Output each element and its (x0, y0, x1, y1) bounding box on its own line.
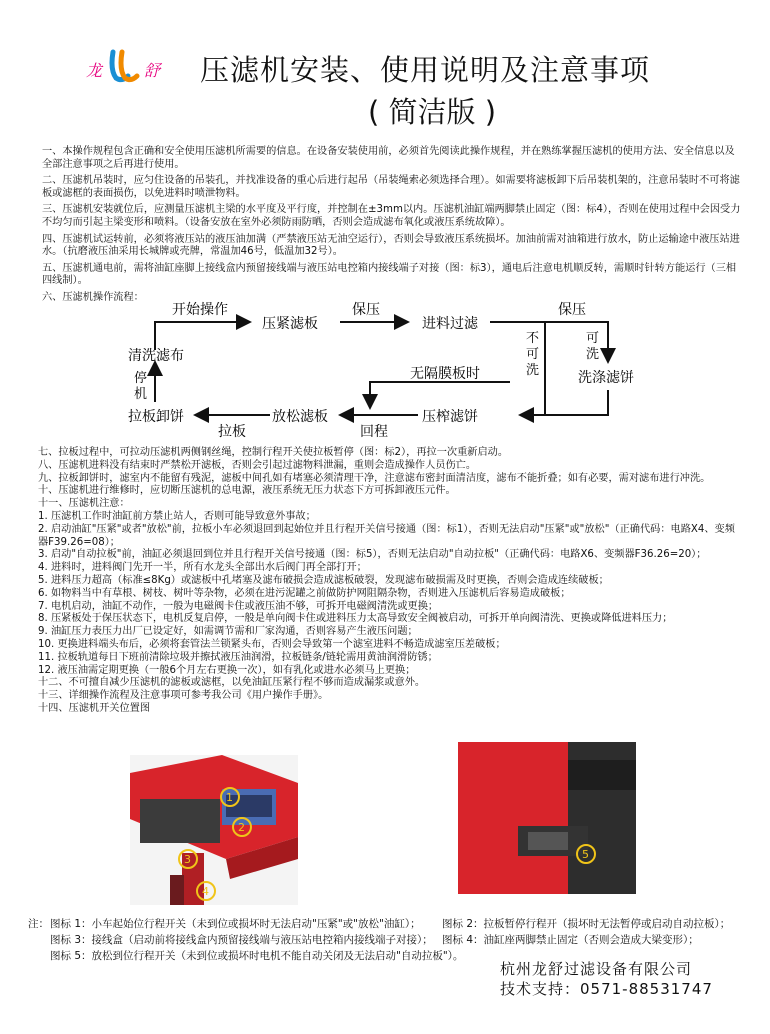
list-item: 9. 油缸压力表压力出厂已设定好，如需调节需和厂家沟通，否则容易产生液压问题； (38, 626, 418, 638)
flow-feed-filter: 进料过滤 (422, 316, 478, 332)
instructions-list (38, 447, 738, 716)
flow-washable-char: 可 (586, 331, 600, 346)
list-item: 1. 压滤机工作时油缸前方禁止站人，否则可能导致意外事故； (38, 510, 316, 522)
flow-washable (586, 331, 603, 362)
flow-loosen-plate: 放松滤板 (272, 409, 328, 425)
page-title: 压滤机安装、使用说明及注意事项 (200, 53, 651, 87)
flow-hold-pressure-2: 保压 (558, 302, 586, 318)
machine-photo-right (458, 742, 636, 894)
list-item: 十三、详细操作流程及注意事项可参考我公司《用户操作手册》。 (38, 690, 329, 702)
notes-prefix: 注： (28, 918, 49, 930)
list-item: 十一、压滤机注意： (38, 498, 130, 510)
flow-no-diaphragm: 无隔膜板时 (410, 366, 480, 382)
list-item: 11. 拉板轨道每日下班前清除垃圾并擦拭液压油润滑，拉板链条/链轮需用黄油润滑防锈； (38, 651, 438, 663)
flow-arrow (370, 382, 510, 408)
flow-washable-char: 洗 (586, 347, 600, 362)
list-item: 5. 进料压力超高（标准≤8Kg）或滤板中孔堵塞及滤布破损会造成滤板破裂，发现滤布破损需及时更换，否则会造成连续破板； (38, 574, 609, 586)
list-item: 8. 压紧板处于保压状态下，电机反复启停，一般是单向阀卡住或进料压力太高导致安全阀被启动，可拆开单向阀清洗、更换或降低进料压力； (38, 613, 673, 625)
list-item: 八、压滤机进料没有结束时严禁松开滤板，否则会引起过滤物料泄漏，重则会造成操作人员伤亡。 (38, 459, 477, 471)
intro-item: 三、压滤机安装就位后，应测量压滤机主梁的水平度及平行度，并控制在±3mm以内。压滤机油缸端两脚禁止固定（图：标4），否则在使用过程中会因受力不均匀而引起主梁变形和喷料。（设备安放在室外必须防雨防晒，否则会造成滤布氧化或液压系统故障）。 (42, 204, 741, 228)
list-item: 十四、压滤机开关位置图 (38, 702, 151, 714)
flow-start-operation: 开始操作 (172, 302, 228, 318)
intro-item: 六、压滤机操作流程： (42, 291, 144, 303)
note-1: 图标 1：小车起始位行程开关（未到位或损坏时无法启动"压紧"或"放松"油缸）； (50, 918, 421, 930)
intro-item: 二、压滤机吊装时，应匀住设备的吊装孔，并找准设备的重心后进行起吊（吊装绳索必须选择合理）。如需要将滤板卸下后吊装机架的，注意吊装时不可将滤板或滤框的表面损伤，以免进料时喷泄物料。 (42, 175, 740, 199)
company-logo (86, 46, 186, 86)
flow-squeeze-cake: 压榨滤饼 (422, 409, 478, 425)
list-item: 七、拉板过程中，可拉动压滤机两侧钢丝绳，控制行程开关使拉板暂停（图：标2），再拉一次重新启动。 (38, 447, 509, 458)
list-item: 十二、不可擅自减少压滤机的滤板或滤框，以免油缸压紧行程不够而造成漏浆或意外。 (38, 677, 426, 689)
flow-wash-cake: 洗涤滤饼 (578, 370, 634, 386)
flow-pull-plate: 拉板 (218, 424, 246, 440)
list-item: 九、拉板卸饼时，滤室内不能留有残泥，滤板中间孔如有堵塞必须清理干净，注意滤布密封面清洁度，滤布不能折叠；如有必要，需对滤布进行冲洗。 (38, 472, 711, 484)
note-3: 图标 3：接线盒（启动前将接线盒内预留接线端与液压站电控箱内接线端子对接）； (50, 934, 433, 946)
flow-stop-char: 机 (134, 387, 148, 402)
list-item: 12. 液压油需定期更换（一般6个月左右更换一次），如有乳化或进水必须马上更换； (38, 664, 416, 676)
list-item: 4. 进料时，进料阀门先开一半，所有水龙头全部出水后阀门再全部打开； (38, 562, 367, 574)
machine-photo-left (130, 755, 298, 905)
marker-2: 2 (238, 821, 245, 834)
operation-flowchart (0, 290, 770, 460)
intro-item: 四、压滤机试运转前，必须将液压站的液压油加满（严禁液压站无油空运行），否则会导致液压系统损坏。加油前需对油箱进行放水，防止运输途中液压站进水。（抗磨液压油采用长城牌或壳牌，常温加46号，低温加32号）。 (42, 233, 740, 258)
intro-section (42, 146, 742, 305)
flow-stop-char: 停 (134, 371, 148, 386)
support-phone: 技术支持：0571-88531747 (500, 980, 713, 998)
list-item: 十、压滤机进行维修时，应切断压滤机的总电源，液压系统无压力状态下方可拆卸液压元件。 (38, 485, 456, 497)
flow-not-washable-char: 可 (526, 347, 540, 362)
list-item: 7. 电机启动，油缸不动作，一般为电磁阀卡住或液压油不够，可拆开电磁阀清洗或更换； (38, 600, 439, 612)
flow-hold-pressure: 保压 (352, 302, 380, 318)
flow-arrow (155, 322, 250, 350)
flow-not-washable-char: 不 (526, 331, 540, 346)
marker-5: 5 (582, 848, 589, 861)
flow-arrow (520, 390, 608, 415)
flow-not-washable (526, 331, 543, 378)
flow-unload-cake: 拉板卸饼 (128, 409, 184, 425)
flow-clean-cloth: 清洗滤布 (128, 348, 184, 364)
note-4: 图标 4：油缸座两脚禁止固定（否则会造成大梁变形）； (442, 934, 699, 946)
list-item: 2. 启动油缸"压紧"或者"放松"前，拉板小车必须退回到起始位并且行程开关信号接通（图：标1），否则无法启动"压紧"或"放松"（正确代码：电路X4、变频器F39.26=08）； (38, 523, 735, 548)
list-item: 10. 更换进料端头布后，必须将套管法兰锁紧头布，否则会导致第一个滤室进料不畅造成滤室压差破板； (38, 638, 506, 650)
svg-text:舒: 舒 (144, 61, 161, 80)
company-name: 杭州龙舒过滤设备有限公司 (500, 960, 693, 978)
intro-item: 一、本操作规程包含正确和安全使用压滤机所需要的信息。在设备安装使用前，必须首先阅读此操作规程，并在熟练掌握压滤机的使用方法、安全信息以及全部注意事项之后再进行使用。 (42, 146, 735, 170)
list-item: 6. 如物料当中有草根、树枝、树叶等杂物，必须在进污泥罐之前做防护网阻隔杂物，否则进入压滤机后容易造成破板； (38, 587, 571, 599)
flow-not-washable-char: 洗 (526, 363, 540, 378)
note-2: 图标 2：拉板暂停行程开（损坏时无法暂停或启动自动拉板）； (442, 918, 731, 930)
marker-4: 4 (202, 885, 209, 898)
flow-backflow: 回程 (360, 424, 388, 440)
note-5: 图标 5：放松到位行程开关（未到位或损坏时电机不能自动关闭及无法启动"自动拉板"）。 (50, 950, 464, 962)
svg-text:龙: 龙 (86, 61, 103, 80)
flow-press-plate: 压紧滤板 (262, 316, 318, 332)
marker-1: 1 (226, 791, 233, 804)
intro-item: 五、压滤机通电前，需将油缸座脚上接线盒内预留接线端与液压站电控箱内接线端子对接（图：标3），通电后注意电机顺反转，需顺时针转方能运行（三相四线制）。 (42, 262, 737, 287)
flow-stop (134, 371, 151, 402)
marker-3: 3 (184, 853, 191, 866)
list-item: 3. 启动"自动拉板"前，油缸必须退回到位并且行程开关信号接通（图：标5），否则无法启动"自动拉板"（正确代码：电路X6、变频器F36.26=20）； (38, 549, 707, 561)
page-subtitle: ( 简洁版 ) (368, 95, 497, 129)
